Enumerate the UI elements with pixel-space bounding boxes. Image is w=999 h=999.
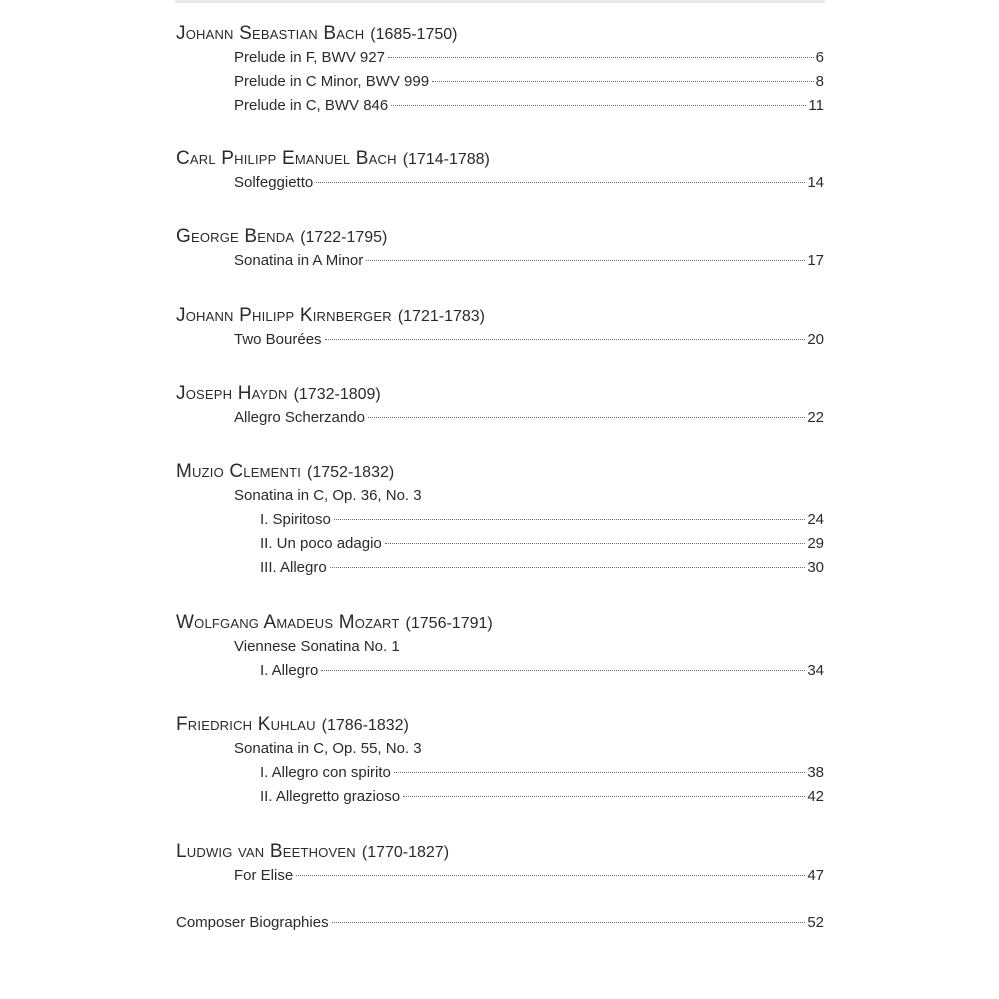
composer-name: Friedrich Kuhlau	[176, 714, 316, 735]
dot-leader	[366, 260, 805, 261]
entry-title: Composer Biographies	[176, 914, 329, 931]
dot-leader	[332, 922, 806, 923]
toc-entry[interactable]	[176, 761, 824, 785]
entry-title: Solfeggietto	[234, 174, 314, 191]
toc-entry-biographies[interactable]	[176, 911, 824, 935]
table-of-contents	[176, 22, 824, 935]
entry-title: II. Un poco adagio	[260, 535, 382, 552]
entry-title: Sonatina in A Minor	[234, 252, 364, 269]
composer-heading	[176, 382, 824, 406]
composer-name: Ludwig van Beethoven	[176, 841, 356, 862]
page-number: 11	[808, 97, 824, 114]
section-kirnberger	[176, 304, 824, 352]
page-number: 20	[807, 331, 824, 348]
dot-leader	[296, 875, 805, 876]
composer-heading	[176, 713, 824, 737]
dot-leader	[325, 339, 806, 340]
dot-leader	[321, 670, 805, 671]
page-number: 22	[807, 409, 824, 426]
page-number: 38	[807, 764, 824, 781]
composer-name: Wolfgang Amadeus Mozart	[176, 612, 400, 633]
composer-dates: (1786-1832)	[321, 717, 409, 734]
work-title: Sonatina in C, Op. 55, No. 3	[234, 740, 422, 757]
composer-name: Joseph Haydn	[176, 383, 288, 404]
page-number: 34	[807, 662, 824, 679]
section-mozart	[176, 611, 824, 683]
work-title: Viennese Sonatina No. 1	[234, 638, 400, 655]
composer-heading	[176, 147, 824, 171]
composer-dates: (1770-1827)	[361, 844, 450, 861]
composer-dates: (1756-1791)	[405, 615, 493, 632]
page-number: 47	[807, 867, 824, 884]
dot-leader	[391, 105, 806, 106]
composer-heading	[176, 611, 824, 635]
toc-entry[interactable]	[176, 532, 824, 556]
page-number: 8	[815, 73, 824, 90]
section-bach-js	[176, 22, 824, 118]
section-benda	[176, 225, 824, 273]
entry-title: II. Allegretto grazioso	[260, 788, 401, 805]
page-number: 24	[807, 511, 824, 528]
composer-dates: (1732-1809)	[293, 386, 381, 403]
composer-heading	[176, 225, 824, 249]
page-number: 29	[807, 535, 824, 552]
section-haydn	[176, 382, 824, 430]
dot-leader	[432, 81, 814, 82]
section-bach-cpe	[176, 147, 824, 195]
composer-heading	[176, 22, 824, 46]
toc-entry[interactable]	[176, 46, 824, 70]
composer-dates: (1685-1750)	[370, 26, 458, 43]
entry-title: Prelude in C Minor, BWV 999	[234, 73, 430, 90]
composer-name: George Benda	[176, 226, 295, 247]
composer-name: Muzio Clementi	[176, 461, 302, 482]
composer-heading	[176, 304, 824, 328]
entry-title: For Elise	[234, 867, 294, 884]
entry-title: Prelude in C, BWV 846	[234, 97, 389, 114]
page-number: 42	[807, 788, 824, 805]
dot-leader	[368, 417, 805, 418]
dot-leader	[388, 57, 814, 58]
section-clementi	[176, 460, 824, 580]
toc-entry[interactable]	[176, 328, 824, 352]
entry-title: I. Allegro	[260, 662, 319, 679]
entry-title: I. Allegro con spirito	[260, 764, 391, 781]
toc-entry[interactable]	[176, 94, 824, 118]
composer-heading	[176, 460, 824, 484]
toc-entry[interactable]	[176, 171, 824, 195]
composer-heading	[176, 840, 824, 864]
dot-leader	[385, 543, 806, 544]
dot-leader	[394, 772, 805, 773]
toc-entry[interactable]	[176, 864, 824, 888]
toc-entry[interactable]	[176, 659, 824, 683]
dot-leader	[316, 182, 805, 183]
composer-name: Johann Sebastian Bach	[176, 23, 365, 44]
composer-dates: (1722-1795)	[300, 229, 388, 246]
composer-dates: (1752-1832)	[307, 464, 395, 481]
composer-name: Johann Philipp Kirnberger	[176, 305, 392, 326]
entry-title: I. Spiritoso	[260, 511, 331, 528]
page-number: 30	[807, 559, 824, 576]
toc-entry[interactable]	[176, 556, 824, 580]
page-number: 52	[807, 914, 824, 931]
composer-dates: (1721-1783)	[397, 308, 485, 325]
toc-entry[interactable]	[176, 249, 824, 273]
entry-title: Prelude in F, BWV 927	[234, 49, 385, 66]
dot-leader	[403, 796, 805, 797]
toc-entry[interactable]	[176, 406, 824, 430]
toc-entry[interactable]	[176, 70, 824, 94]
composer-name: Carl Philipp Emanuel Bach	[176, 148, 397, 169]
entry-title: III. Allegro	[260, 559, 327, 576]
page-number: 6	[815, 49, 824, 66]
page-number: 14	[807, 174, 824, 191]
composer-dates: (1714-1788)	[402, 151, 490, 168]
toc-entry[interactable]	[176, 508, 824, 532]
section-kuhlau	[176, 713, 824, 809]
entry-title: Two Bourées	[234, 331, 322, 348]
page-number: 17	[807, 252, 824, 269]
section-beethoven	[176, 840, 824, 888]
toc-entry[interactable]	[176, 785, 824, 809]
dot-leader	[330, 567, 806, 568]
top-rule	[175, 0, 825, 3]
entry-title: Allegro Scherzando	[234, 409, 365, 426]
dot-leader	[334, 519, 805, 520]
work-title: Sonatina in C, Op. 36, No. 3	[234, 487, 422, 504]
